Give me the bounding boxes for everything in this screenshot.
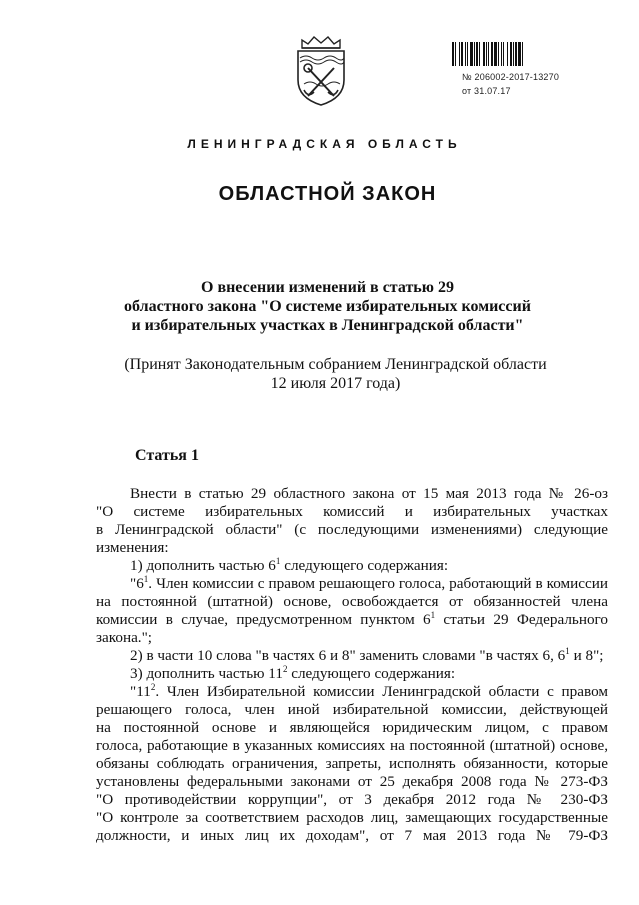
body-line: 1) дополнить частью $6^1$ следующего содержания: — [130, 555, 449, 574]
body-line: "О системе избирательных комиссий и избирательных участках — [96, 503, 608, 520]
body-line: 2) в части 10 слова "в частях 6 и 8" заменить словами "в частях 6, $6^1$ и 8"; — [130, 645, 604, 664]
body-line: 3) дополнить частью $11^2$ следующего содержания: — [130, 663, 456, 682]
body-line: в Ленинградской области" (с последующими изменениями) следующие — [96, 521, 608, 538]
registration-date: от 31.07.17 — [462, 86, 511, 96]
registration-number: № 206002-2017-13270 — [462, 72, 560, 82]
body-line: "$6^1$. Член комиссии с правом решающего голоса, работающий в комиссии — [130, 575, 608, 592]
barcode-icon — [452, 42, 584, 66]
body-line: "О контроле за соответствием расходов лиц, замещающих государственные — [96, 809, 608, 826]
article-heading: Статья 1 — [135, 447, 199, 464]
body-line: обязаны соблюдать ограничения, запреты, исполнять обязанности, которые — [96, 755, 608, 772]
body-line: Внести в статью 29 областного закона от 15 мая 2013 года № 26-оз — [130, 485, 608, 502]
body-line: изменения: — [96, 539, 169, 556]
adoption-note-line: (Принят Законодательным собранием Ленинградской области — [124, 356, 547, 373]
adoption-note-line: 12 июля 2017 года) — [270, 375, 401, 392]
body-line: закона."; — [96, 629, 153, 646]
body-line: "$11^2$. Член Избирательной комиссии Ленинградской области с правом — [130, 683, 608, 700]
body-line: на постоянной (штатной) основе, освобождается от обязанностей члена — [96, 593, 608, 610]
body-line: комиссии в случае, предусмотренном пунктом $6^1$ статьи 29 Федерального — [96, 611, 608, 628]
law-title-line: областного закона "О системе избирательных комиссий — [124, 298, 531, 315]
law-title-line: О внесении изменений в статью 29 — [201, 279, 454, 296]
law-title-line: и избирательных участках в Ленинградской области" — [131, 317, 524, 334]
document-type: ОБЛАСТНОЙ ЗАКОН — [218, 183, 437, 205]
body-line: голоса, работающие в указанных комиссиях на постоянной (штатной) основе, — [96, 737, 608, 754]
body-line: "О противодействии коррупции", от 3 декабря 2012 года № 230-ФЗ — [96, 791, 608, 808]
coat-of-arms-icon — [290, 34, 352, 108]
body-line: должности, и иных лиц их доходам", от 7 мая 2013 года № 79-ФЗ — [96, 827, 608, 844]
body-line: решающего голоса, член иной избирательной комиссии, действующей — [96, 701, 608, 718]
body-line: установлены федеральными законами от 25 декабря 2008 года № 273-ФЗ — [96, 773, 608, 790]
region-name: ЛЕНИНГРАДСКАЯ ОБЛАСТЬ — [187, 137, 462, 151]
body-line: на постоянной основе и являющейся юридическим лицом, с правом — [96, 719, 608, 736]
